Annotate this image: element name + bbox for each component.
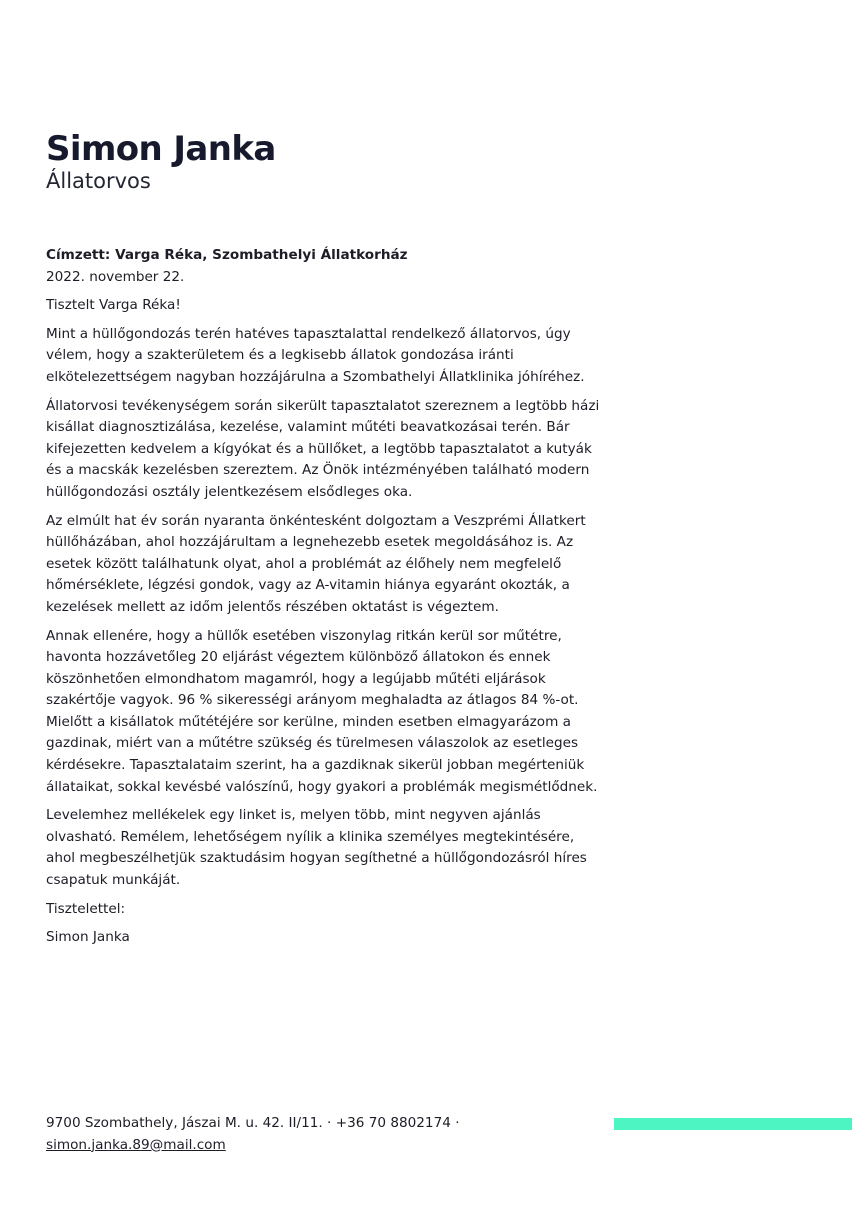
body-paragraph: Levelemhez mellékelek egy linket is, melyen több, mint negyven ajánlás olvasható. Remélem, lehetőségem nyílik a klinika személyes megtekintésére, ahol megbeszélhetjük szaktudásim hogyan segíthetné a hüllőgondozásról híres csapatuk munkáját. — [46, 807, 587, 889]
salutation: Tisztelt Varga Réka! — [46, 297, 181, 314]
contact-email-link[interactable]: simon.janka.89@mail.com — [46, 1136, 226, 1153]
body-paragraph: Az elmúlt hat év során nyaranta önkéntesként dolgoztam a Veszprémi Állatkert hüllőházában, ahol hozzájárultam a legnehezebb esetek megoldásához is. Az esetek között találhatunk olyat, ahol a problémát az élőhely nem megfelelő hőmérséklete, légzési gondok, vagy az A-vitamin hiánya egyaránt okozták, a kezelések mellett az időm jelentős részében oktatást is végeztem. — [46, 512, 586, 615]
body-paragraph: Annak ellenére, hogy a hüllők esetében viszonylag ritkán kerül sor műtétre, havonta hozzávetőleg 20 eljárást végeztem különböző állatokon és ennek köszönhetően elmondhatom magamról, hogy a legújabb műtéti eljárások szakértője vagyok. 96 % sikerességi arányom meghaladta az átlagos 84 %-ot. Mielőtt a kisállatok műtétéjére sor kerülne, minden esetben elmagyarázom a gazdinak, miért van a műtétre szükség és türelmesen válaszolok az esetleges kérdésekre. Tapasztalataim szerint, ha a gazdiknak sikerül jobban megérteniük állataikat, sokkal kevésbé valószínű, hogy gyakori a problémák megismétlődnek. — [46, 627, 598, 795]
closing: Tisztelettel: — [46, 900, 126, 917]
contact-footer — [46, 1113, 506, 1156]
applicant-name: Simon Janka — [46, 129, 276, 169]
recipient-line: Címzett: Varga Réka, Szombathelyi Állatkorház — [46, 247, 408, 263]
applicant-job-title: Állatorvos — [46, 169, 151, 193]
signature: Simon Janka — [46, 929, 130, 946]
letter-header — [46, 128, 646, 194]
contact-address-phone: 9700 Szombathely, Jászai M. u. 42. II/11. · +36 70 8802174 · — [46, 1115, 460, 1131]
body-paragraph: Állatorvosi tevékenységem során sikerült tapasztalatot szereznem a legtöbb házi kisállat diagnosztizálása, kezelése, valamint műtéti beavatkozásai terén. Bár kifejezetten kedvelem a kígyókat és a hüllőket, a legtöbb tapasztalatot a kutyák és a macskák kezelésben szereztem. Az Önök intézményében található modern hüllőgondozási osztály jelentkezésem elsődleges oka. — [46, 397, 600, 500]
accent-bar — [614, 1118, 852, 1130]
letter-body — [46, 245, 606, 956]
body-paragraph: Mint a hüllőgondozás terén hatéves tapasztalattal rendelkező állatorvos, úgy vélem, hogy a szakterületem és a legkisebb állatok gondozása iránti elkötelezettségem nagyban hozzájárulna a Szombathelyi Állatklinika jóhíréhez. — [46, 325, 585, 385]
letter-date: 2022. november 22. — [46, 268, 185, 285]
